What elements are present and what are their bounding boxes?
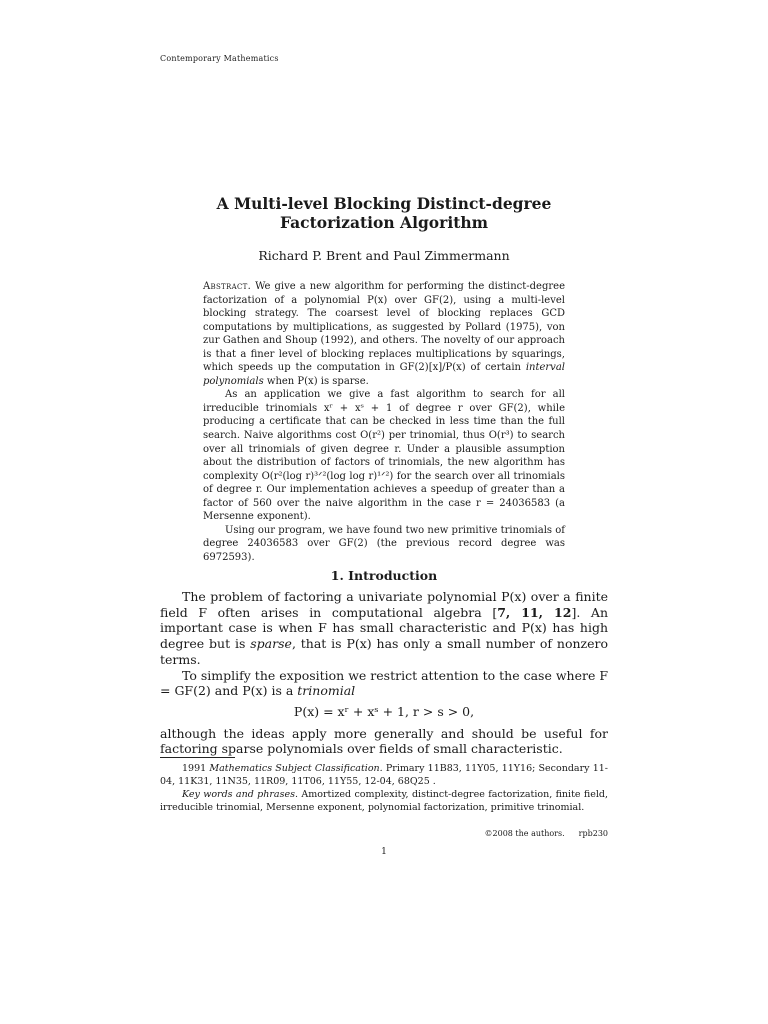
citation-refs: 7, 11, 12: [497, 604, 572, 620]
copyright-notice: ©2008 the authors.: [484, 829, 565, 838]
abstract: [203, 280, 565, 564]
title-line-2: Factorization Algorithm: [279, 213, 489, 232]
running-head: Contemporary Mathematics: [160, 54, 279, 63]
footnotes: [160, 762, 608, 814]
abstract-p1-end: when P(x) is sparse.: [266, 375, 369, 387]
display-equation: P(x) = xʳ + xˢ + 1, r > s > 0,: [293, 703, 475, 719]
title-line-1: A Multi-level Blocking Distinct-degree: [216, 194, 552, 213]
body-p1-mid: ]. An important case is when F has small characteristic and P(x) has high degree but is: [160, 604, 608, 652]
footnote-msc: [160, 762, 608, 788]
abstract-paragraph-2: As an application we give a fast algorithm to search for all irreducible trinomials xʳ + xˢ + 1 of degree r over GF(2), while producing a certificate that can be checked in less time than the full search. Naive algorithms cost O(r²) per trinomial, thus O(r³) to search over all trinomials of given degree r. Under a plausible assumption about the distribution of factors of trinomials, the new algorithm has complexity O(r²(log r)³ᐟ²(log log r)¹ᐟ²) for the search over all trinomials of degree r. Our implementation achieves a speedup of greater than a factor of 560 over the naive algorithm in the case r = 24036583 (a Mersenne exponent).: [203, 389, 565, 523]
footnote-msc-text: Primary 11B83, 11Y05, 11Y16; Secondary 11-04, 11K31, 11N35, 11R09, 11T06, 11Y55, 12-04, 68Q25 .: [160, 763, 608, 787]
body-p1-end: , that is P(x) has only a small number of nonzero terms.: [160, 636, 609, 667]
footnote-keywords-label: Key words and phrases.: [182, 789, 298, 800]
abstract-label: Abstract.: [203, 281, 252, 292]
section-heading: 1. Introduction: [330, 568, 438, 583]
page-number: 1: [381, 847, 387, 857]
footnote-keywords-text: Amortized complexity, distinct-degree factorization, finite field, irreducible trinomial, Mersenne exponent, polynomial factorization, primitive trinomial.: [160, 789, 609, 813]
body-p1-start: The problem of factoring a univariate polynomial P(x) over a finite field F often arises in computational algebra [: [160, 589, 608, 620]
footnote-keywords: [160, 788, 608, 814]
body-p2-emphasis: trinomial: [297, 683, 356, 699]
copyright-line: [160, 829, 608, 838]
footnote-divider: [160, 757, 235, 758]
body-paragraph-2: [160, 668, 608, 699]
body-p1-emphasis: sparse: [250, 636, 292, 652]
section-body: [160, 589, 608, 757]
body-p2-start: To simplify the exposition we restrict attention to the case where F = GF(2) and P(x) is a: [160, 667, 608, 699]
report-id: rpb230: [578, 829, 608, 838]
abstract-paragraph-3: Using our program, we have found two new primitive trinomials of degree 24036583 over GF(2) (the previous record degree was 6972593).: [203, 524, 565, 563]
footnote-msc-year: 1991: [182, 763, 207, 774]
abstract-p1-emphasis: interval polynomials: [203, 362, 565, 387]
paper-title: [160, 194, 608, 232]
footnote-msc-label: Mathematics Subject Classification.: [209, 763, 383, 774]
authors: Richard P. Brent and Paul Zimmermann: [258, 248, 510, 263]
body-paragraph-1: [160, 589, 608, 668]
body-paragraph-3: although the ideas apply more generally and should be useful for factoring sparse polynomials over fields of small characteristic.: [160, 725, 608, 757]
abstract-p1-text: We give a new algorithm for performing the distinct-degree factorization of a polynomial P(x) over GF(2), using a multi-level blocking strategy. The coarsest level of blocking replaces GCD computations by multiplications, as suggested by Pollard (1975), von zur Gathen and Shoup (1992), and others. The novelty of our approach is that a finer level of blocking replaces multiplications by squarings, which speeds up the computation in GF(2)[x]/P(x) of certain: [203, 281, 565, 374]
abstract-paragraph-1: [203, 280, 565, 388]
